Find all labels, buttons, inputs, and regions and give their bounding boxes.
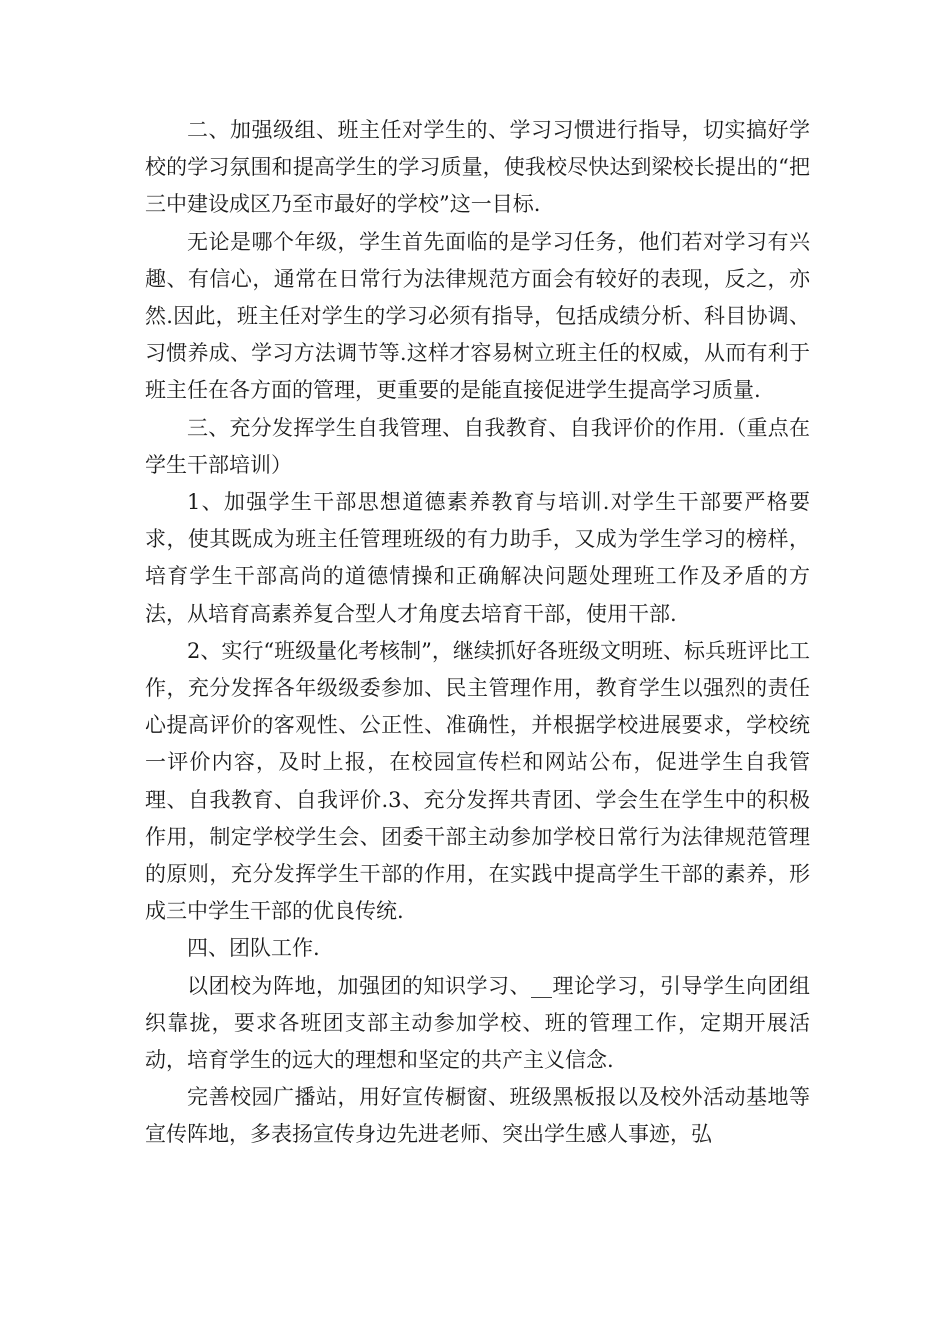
paragraph-youth-league: 以团校为阵地，加强团的知识学习、__理论学习，引导学生向团组织靠拢，要求各班团支部主动参加学校、班的管理工作，定期开展活动，培育学生的远大的理想和坚定的共产主义信念. (145, 973, 810, 1073)
paragraph-item-one: 1、加强学生干部思想道德素养教育与培训.对学生干部要严格要求，使其既成为班主任管理班级的有力助手，又成为学生学习的榜样，培育学生干部高尚的道德情操和正确解决问题处理班工作及矛盾的方法，从培育高素养复合型人才角度去培育干部，使用干部. (145, 490, 810, 626)
document-body (145, 112, 810, 1154)
paragraph-item-two: 2、实行“班级量化考核制”，继续抓好各班级文明班、标兵班评比工作，充分发挥各年级级委参加、民主管理作用，教育学生以强烈的责任心提高评价的客观性、公正性、准确性，并根据学校进展要求，学校统一评价内容，及时上报，在校园宣传栏和网站公布，促进学生自我管理、自我教育、自我评价.3、充分发挥共青团、学会生在学生中的积极作用，制定学校学生会、团委干部主动参加学校日常行为法律规范管理的原则，充分发挥学生干部的作用，在实践中提高学生干部的素养，形成三中学生干部的优良传统. (145, 638, 810, 924)
paragraph-broadcast-station: 完善校园广播站，用好宣传橱窗、班级黑板报以及校外活动基地等宣传阵地，多表扬宣传身边先进老师、突出学生感人事迹，弘 (145, 1085, 810, 1147)
paragraph-study-guidance: 无论是哪个年级，学生首先面临的是学习任务，他们若对学习有兴趣、有信心，通常在日常行为法律规范方面会有较好的表现，反之，亦然.因此，班主任对学生的学习必须有指导，包括成绩分析、科目协调、习惯养成、学习方法调节等.这样才容易树立班主任的权威，从而有利于班主任在各方面的管理，更重要的是能直接促进学生提高学习质量. (145, 229, 810, 403)
paragraph-section-three: 三、充分发挥学生自我管理、自我教育、自我评价的作用.（重点在学生干部培训） (145, 415, 810, 477)
paragraph-section-two: 二、加强级组、班主任对学生的、学习习惯进行指导，切实搞好学校的学习氛围和提高学生的学习质量，使我校尽快达到梁校长提出的“把三中建设成区乃至市最好的学校”这一目标. (145, 118, 810, 217)
paragraph-section-four: 四、团队工作. (187, 936, 320, 961)
